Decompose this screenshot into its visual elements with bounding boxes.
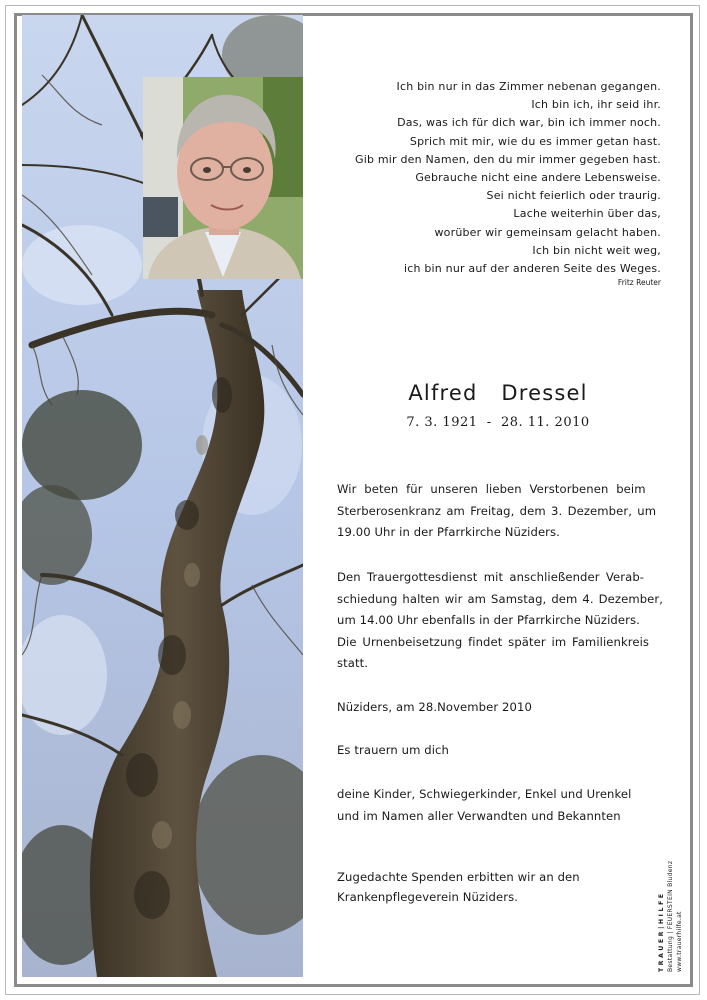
brand-company: Bestattung | FEUERSTEIN Bludenz xyxy=(667,860,674,972)
text-line: Den Trauergottesdienst mit anschließender Verab- xyxy=(337,570,645,584)
rosary-announcement xyxy=(337,479,659,544)
poem-line: Sprich mit mir, wie du es immer getan hast. xyxy=(409,134,661,148)
funeral-service-announcement xyxy=(337,567,664,675)
poem-line: Das, was ich für dich war, bin ich immer noch. xyxy=(397,116,661,130)
text-line: schiedung halten wir am Samstag, dem 4. Dezember, xyxy=(337,591,664,606)
donations-note xyxy=(337,867,659,907)
poem-author: Fritz Reuter xyxy=(617,278,661,287)
text-line: um 14.00 Uhr ebenfalls in der Pfarrkirche Nüziders. xyxy=(337,613,640,628)
text-line: deine Kinder, Schwiegerkinder, Enkel und Urenkel xyxy=(337,787,632,801)
poem-line: Gib mir den Namen, den du mir immer gegeben hast. xyxy=(355,152,661,166)
funeral-home-imprint xyxy=(656,860,688,974)
death-date: 28. 11. 2010 xyxy=(500,415,590,430)
deceased-name: Alfred Dressel xyxy=(408,381,588,405)
text-line: 19.00 Uhr in der Pfarrkirche Nüziders. xyxy=(337,525,560,540)
poem-line: Ich bin nicht weit weg, xyxy=(532,243,661,257)
poem-line: worüber wir gemeinsam gelacht haben. xyxy=(434,225,661,239)
brand-name: T R A U E R | H I L F E xyxy=(658,893,665,972)
text-line: Die Urnenbeisetzung findet später im Familienkreis xyxy=(337,634,650,649)
poem-line: Ich bin nur in das Zimmer nebenan gegangen. xyxy=(396,80,661,93)
text-line: Sterberosenkranz am Freitag, dem 3. Dezember, um xyxy=(337,503,657,518)
text-line: Zugedachte Spenden erbitten wir an den xyxy=(337,870,580,884)
brand-website: www.trauerhilfe.at xyxy=(676,911,683,972)
portrait-photo xyxy=(143,77,303,279)
place-date: Nüziders, am 28.November 2010 xyxy=(337,700,532,714)
life-dates xyxy=(300,415,696,430)
poem-line: ich bin nur auf der anderen Seite des Weges. xyxy=(403,262,661,276)
birth-date: 7. 3. 1921 xyxy=(406,415,478,430)
poem-line: Lache weiterhin über das, xyxy=(513,207,661,221)
text-line: Wir beten für unseren lieben Verstorbenen beim xyxy=(337,482,646,496)
text-line: statt. xyxy=(337,656,369,671)
poem-line: Gebrauche nicht eine andere Lebensweise. xyxy=(415,171,661,185)
text-line: Krankenpflegeverein Nüziders. xyxy=(337,890,518,904)
text-line: und im Namen aller Verwandten und Bekannten xyxy=(337,808,621,823)
poem xyxy=(321,78,661,278)
date-separator: - xyxy=(477,415,501,430)
poem-line: Sei nicht feierlich oder traurig. xyxy=(486,189,661,203)
mourners-list xyxy=(337,784,659,827)
poem-line: Ich bin ich, ihr seid ihr. xyxy=(531,98,661,112)
mourners-intro: Es trauern um dich xyxy=(337,743,449,757)
